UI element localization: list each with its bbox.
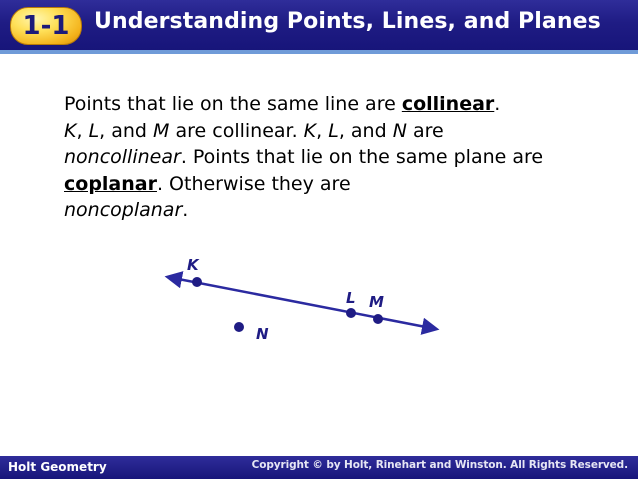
label-l: L bbox=[346, 289, 356, 307]
var-k: K bbox=[303, 119, 317, 142]
footer-copyright: Copyright © by Holt, Rinehart and Winston. All Rights Reserved. bbox=[251, 459, 628, 471]
point-m bbox=[373, 314, 383, 324]
text-segment: are bbox=[406, 119, 444, 142]
text-segment: . Points that lie on the same plane are bbox=[180, 146, 544, 168]
text-segment: . bbox=[494, 93, 501, 115]
label-n: N bbox=[256, 325, 269, 343]
text-segment: . Otherwise they are bbox=[156, 172, 351, 195]
text-segment: Points that lie on the same line are bbox=[64, 93, 402, 115]
text-segment: . bbox=[182, 199, 189, 221]
definition-text bbox=[64, 91, 584, 224]
point-k bbox=[192, 277, 202, 287]
lesson-badge: 1-1 bbox=[10, 7, 82, 45]
label-m: M bbox=[369, 293, 384, 311]
text-segment: , bbox=[316, 119, 329, 142]
text-segment: are collinear. bbox=[169, 119, 304, 142]
var-l: L bbox=[88, 119, 100, 142]
term-collinear: collinear bbox=[401, 93, 495, 115]
header-divider bbox=[0, 50, 638, 54]
point-l bbox=[346, 308, 356, 318]
label-k: K bbox=[187, 256, 199, 274]
var-k: K bbox=[64, 119, 77, 142]
term-noncollinear: noncollinear bbox=[64, 146, 181, 168]
point-n bbox=[234, 322, 244, 332]
page-title: Understanding Points, Lines, and Planes bbox=[94, 9, 601, 34]
var-n: N bbox=[392, 119, 407, 142]
var-m: M bbox=[153, 119, 170, 142]
header-bar bbox=[0, 0, 638, 50]
line-klm bbox=[168, 277, 436, 329]
term-coplanar: coplanar bbox=[64, 172, 157, 195]
footer-book-title: Holt Geometry bbox=[8, 460, 107, 474]
text-segment: , and bbox=[99, 119, 154, 142]
footer-bar bbox=[0, 456, 638, 479]
term-noncoplanar: noncoplanar bbox=[64, 199, 183, 221]
var-l: L bbox=[328, 119, 339, 142]
points-line-diagram bbox=[0, 250, 638, 360]
text-segment: , and bbox=[338, 119, 393, 142]
text-segment: , bbox=[76, 119, 89, 142]
